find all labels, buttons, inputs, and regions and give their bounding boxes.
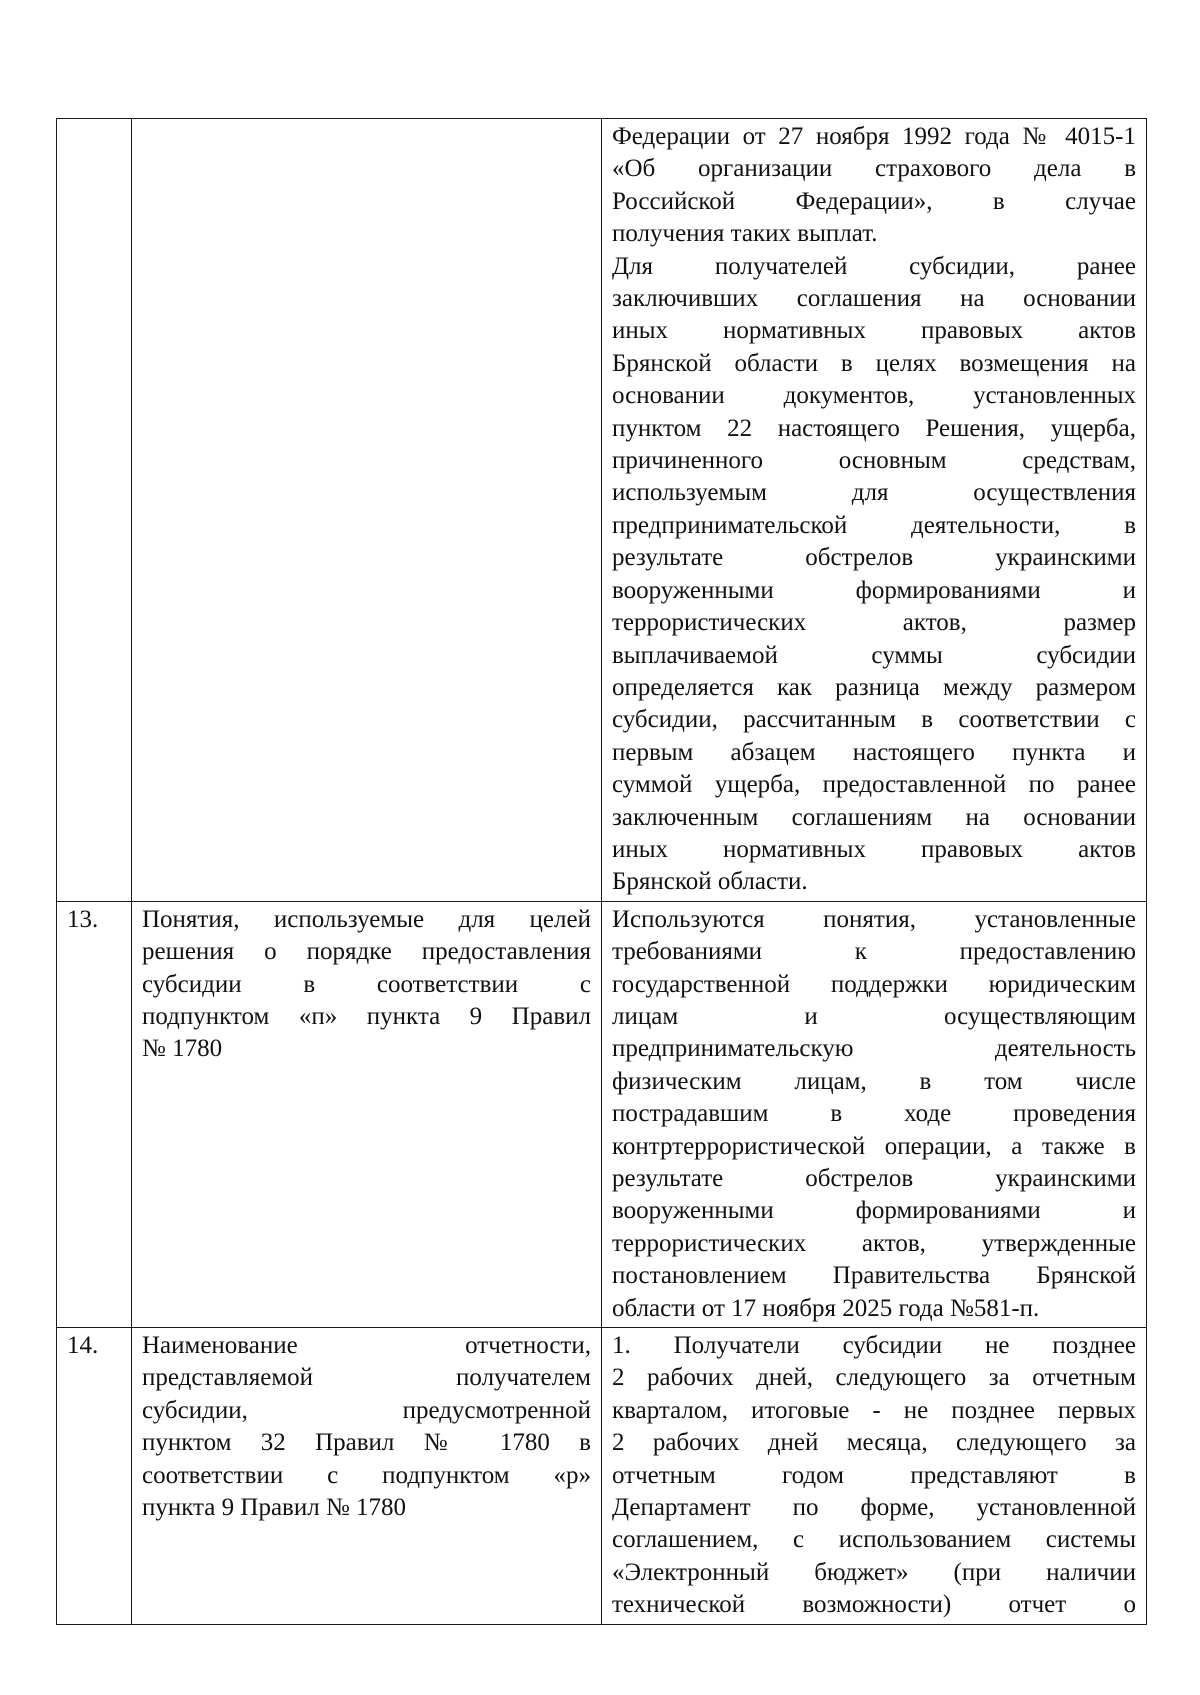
parameter-name-cell: [131, 119, 601, 902]
parameter-value-line: причиненного основным средствам,: [611, 447, 1136, 475]
parameter-value-line: Используются понятия, установленные: [611, 905, 1136, 933]
parameter-value-line: иных нормативных правовых актов: [611, 317, 1136, 345]
parameter-value-cell: [601, 119, 1146, 902]
parameter-value-line: 2 рабочих дней месяца, следующего за: [611, 1429, 1136, 1457]
parameter-value-line: отчетным годом представляют в: [611, 1461, 1136, 1489]
parameter-value-line: контртеррористической операции, а также в: [611, 1132, 1136, 1160]
parameter-value-line: используемым для осуществления: [611, 479, 1136, 507]
row-number: 14.: [67, 1332, 99, 1360]
parameter-value-cell: [601, 1328, 1146, 1625]
parameter-value-line: государственной поддержки юридическим: [611, 970, 1136, 998]
parameter-value-line: пострадавшим в ходе проведения: [611, 1100, 1136, 1128]
parameter-value-line: области от 17 ноября 2025 года №581-п.: [611, 1294, 1040, 1322]
parameter-value-cell: [601, 901, 1146, 1327]
parameter-value-line: физическим лицам, в том числе: [611, 1067, 1136, 1095]
parameter-value-line: Брянской области в целях возмещения на: [611, 349, 1136, 377]
row-number-cell: [57, 1328, 132, 1625]
parameter-value-line: лицам и осуществляющим: [611, 1002, 1136, 1030]
parameter-name-line: пунктом 32 Правил № 1780 в: [141, 1429, 591, 1457]
parameter-value-line: результате обстрелов украинскими: [611, 1165, 1136, 1192]
parameter-name-line: соответствии с подпунктом «р»: [141, 1461, 591, 1489]
parameter-name-cell: [131, 1328, 601, 1625]
parameter-value-line: вооруженными формированиями и: [611, 1197, 1136, 1225]
parameter-value-line: Для получателей субсидии, ранее: [611, 252, 1136, 280]
parameter-value-line: иных нормативных правовых актов: [611, 835, 1136, 863]
table-row: [57, 119, 1147, 902]
parameter-value-line: субсидии, рассчитанным в соответствии с: [611, 706, 1136, 734]
parameter-value-line: Федерации от 27 ноября 1992 года № 4015-1: [611, 123, 1136, 150]
parameter-value-line: технической возможности) отчет о: [611, 1591, 1136, 1619]
parameter-value-line: 1. Получатели субсидии не позднее: [611, 1332, 1136, 1360]
parameter-name-line: субсидии в соответствии с: [141, 970, 591, 998]
parameter-value-line: Департамент по форме, установленной: [611, 1494, 1136, 1522]
parameter-name-cell: [131, 901, 601, 1327]
parameter-value-line: выплачиваемой суммы субсидии: [611, 641, 1136, 669]
parameter-value-line: предпринимательскую деятельность: [611, 1035, 1136, 1063]
parameter-name-line: подпунктом «п» пункта 9 Правил: [141, 1002, 591, 1030]
parameter-value-line: «Об организации страхового дела в: [611, 155, 1136, 183]
parameter-value-line: соглашением, с использованием системы: [611, 1526, 1136, 1554]
row-number: 13.: [67, 905, 99, 933]
table-row: [57, 901, 1147, 1327]
parameter-value-line: вооруженными формированиями и: [611, 576, 1136, 604]
parameter-name-line: Наименование отчетности,: [141, 1332, 591, 1360]
parameter-value-line: 2 рабочих дней, следующего за отчетным: [611, 1364, 1136, 1392]
parameter-value-line: Брянской области.: [611, 868, 808, 896]
parameter-name-line: Понятия, используемые для целей: [141, 905, 591, 933]
parameter-value-line: результате обстрелов украинскими: [611, 544, 1136, 572]
row-number-cell: [57, 901, 132, 1327]
parameter-value-line: определяется как разница между размером: [611, 673, 1136, 701]
parameter-value-line: первым абзацем настоящего пункта и: [611, 738, 1136, 766]
parameter-value-line: пунктом 22 настоящего Решения, ущерба,: [611, 414, 1136, 442]
parameter-name-line: пункта 9 Правил № 1780: [141, 1494, 407, 1522]
row-number-cell: [57, 119, 132, 902]
parameter-value-line: суммой ущерба, предоставленной по ранее: [611, 771, 1136, 799]
parameter-value-line: заключенным соглашениям на основании: [611, 803, 1136, 831]
parameter-value-line: заключивших соглашения на основании: [611, 285, 1136, 313]
table-row: [57, 1328, 1147, 1625]
parameter-value-line: постановлением Правительства Брянской: [611, 1262, 1136, 1290]
parameter-value-line: требованиями к предоставлению: [611, 938, 1136, 966]
parameter-value-line: получения таких выплат.: [611, 220, 878, 248]
parameter-name-line: решения о порядке предоставления: [141, 938, 591, 966]
parameter-value-line: Российской Федерации», в случае: [611, 187, 1136, 215]
parameter-name-line: № 1780: [141, 1035, 223, 1063]
regulation-table: [56, 118, 1147, 1625]
parameter-name-line: субсидии, предусмотренной: [141, 1396, 591, 1424]
parameter-value-line: основании документов, установленных: [611, 382, 1136, 410]
parameter-value-line: террористических актов, размер: [611, 609, 1136, 637]
parameter-value-line: «Электронный бюджет» (при наличии: [611, 1558, 1136, 1586]
parameter-value-line: предпринимательской деятельности, в: [611, 511, 1136, 539]
parameter-name-line: представляемой получателем: [141, 1364, 591, 1392]
parameter-value-line: кварталом, итоговые - не позднее первых: [611, 1396, 1136, 1424]
parameter-value-line: террористических актов, утвержденные: [611, 1229, 1136, 1257]
